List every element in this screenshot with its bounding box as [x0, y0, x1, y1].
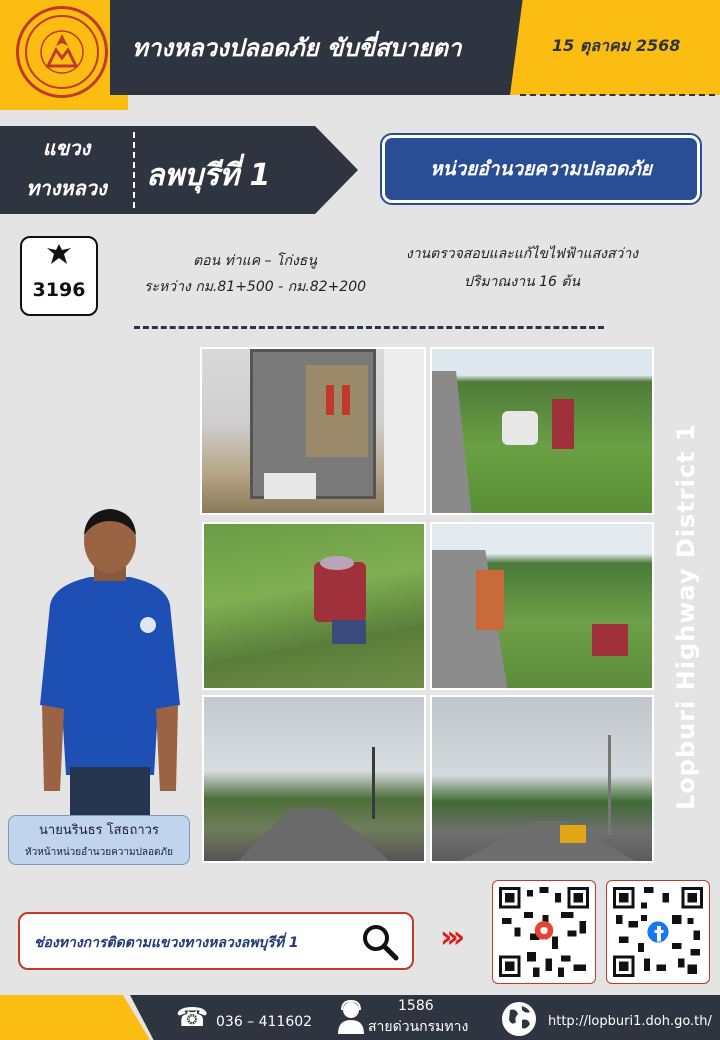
department-logo	[16, 6, 108, 98]
globe-icon	[500, 1000, 538, 1038]
logo-emblem-icon	[25, 15, 99, 89]
work-description	[372, 240, 672, 296]
district-name: ลพบุรีที่ 1	[146, 158, 271, 193]
hotline-label: สายด่วนกรมทาง	[368, 1019, 469, 1035]
district-divider	[133, 132, 135, 208]
person-photo	[30, 505, 190, 820]
header-date: 15 ตุลาคม 2568	[552, 36, 681, 55]
hotline-number[interactable]: 1586	[398, 998, 434, 1014]
photo-electrical-cabinet	[200, 347, 426, 515]
person-name-card	[8, 815, 190, 865]
photo-road-view-1	[202, 695, 426, 863]
photo-worker-kneeling	[202, 522, 426, 690]
person-role: หัวหน้าหน่วยอำนวยความปลอดภัย	[24, 847, 174, 858]
header-title: ทางหลวงปลอดภัย ขับขี่สบายตา	[132, 34, 462, 62]
map-qr-code[interactable]	[492, 880, 596, 984]
footer-yellow	[0, 995, 150, 1040]
route-number-sign	[20, 236, 98, 316]
section-dashed-divider	[134, 326, 604, 329]
search-icon[interactable]	[360, 922, 400, 962]
photo-road-view-2	[430, 695, 654, 863]
garuda-emblem-icon	[22, 242, 96, 273]
route-section: ตอน ท่าแค – โก่งธนู	[193, 253, 317, 269]
side-vertical-text: Lopburi Highway District 1	[672, 423, 700, 810]
hotline-person-icon	[336, 1000, 366, 1036]
phone-icon: ☎	[176, 1003, 209, 1033]
follow-channel-label: ช่องทางการติดตามแขวงทางหลวงลพบุรีที่ 1	[34, 935, 299, 951]
footer-phone[interactable]: 036 – 411602	[216, 1014, 313, 1030]
photo-workers-roadside	[430, 347, 654, 515]
route-range: ระหว่าง กม.81+500 - กม.82+200	[143, 279, 367, 295]
district-label-line1: แขวง	[42, 136, 91, 160]
route-number: 3196	[32, 279, 86, 301]
route-section-info	[120, 248, 390, 300]
unit-name: หน่วยอำนวยความปลอดภัย	[430, 158, 652, 180]
photo-workers-on-road	[430, 522, 654, 690]
work-line2: ปริมาณงาน 16 ต้น	[463, 274, 581, 290]
district-label-line2: ทางหลวง	[26, 176, 107, 200]
follow-channel-bar[interactable]	[18, 912, 414, 970]
work-line1: งานตรวจสอบและแก้ไขไฟฟ้าแสงสว่าง	[405, 246, 639, 262]
facebook-qr-code[interactable]	[606, 880, 710, 984]
chevrons-right-icon: ›››	[440, 920, 460, 955]
footer-website-link[interactable]: http://lopburi1.doh.go.th/	[548, 1014, 712, 1029]
header-dashed-line	[520, 94, 715, 96]
unit-badge	[382, 135, 700, 203]
person-name: นายนรินธร โสธถาวร	[39, 823, 159, 838]
